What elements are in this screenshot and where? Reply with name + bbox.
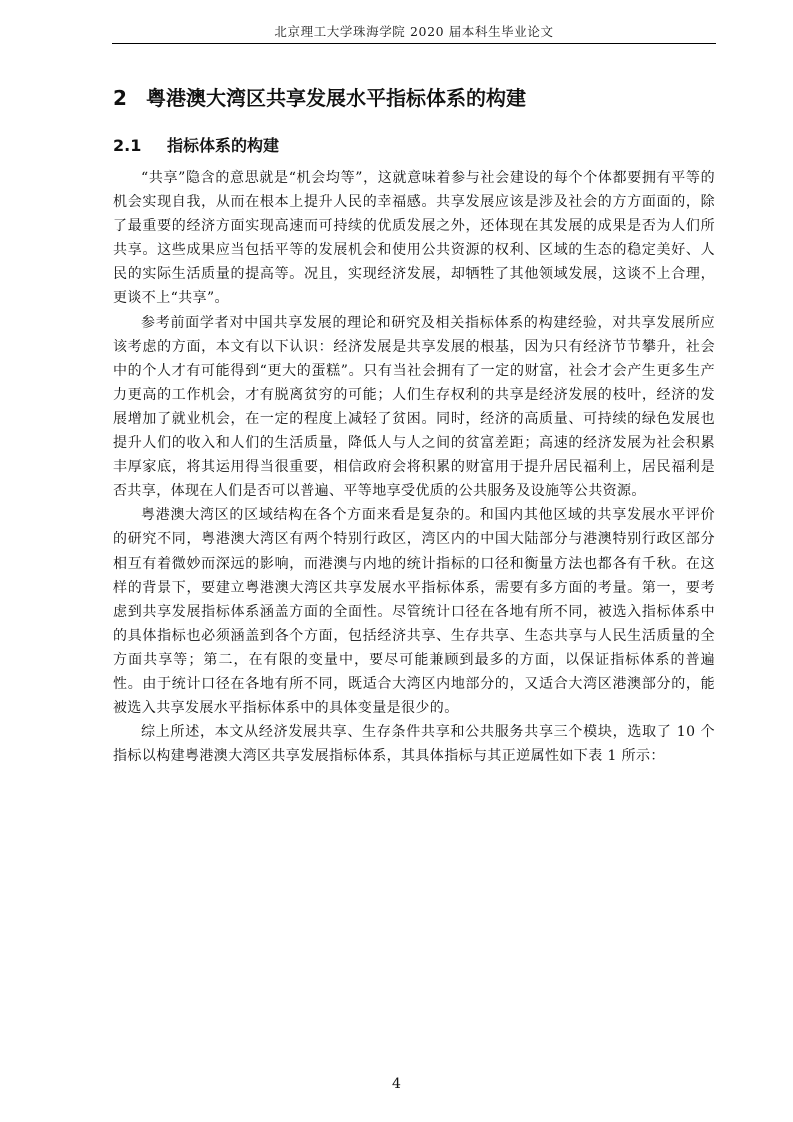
paragraph-1: “共享”隐含的意思就是“机会均等”，这就意味着参与社会建设的每个个体都要拥有平等的机会实现自我，从而在根本上提升人民的幸福感。共享发展应该是涉及社会的方方面面的，除了最重要的经济方面实现高速而可持续的优质发展之外，还体现在其发展的成果是否为人们所共享。这些成果应当包括平等的发展机会和使用公共资源的权利、区域的生态的稳定美好、人民的实际生活质量的提高等。况且，实现经济发展，却牺牲了其他领域发展，这谈不上合理，更谈不上“共享”。 [113, 170, 715, 307]
section-title-text: 指标体系的构建 [167, 136, 280, 155]
section-heading [113, 133, 279, 156]
paragraph-3: 粤港澳大湾区的区域结构在各个方面来看是复杂的。和国内其他区域的共享发展水平评价的研究不同，粤港澳大湾区有两个特别行政区，湾区内的中国大陆部分与港澳特别行政区部分相互有着微妙而深远的影响，而港澳与内地的统计指标的口径和衡量方法也都各有千秋。在这样的背景下，要建立粤港澳大湾区共享发展水平指标体系，需要有多方面的考量。第一，要考虑到共享发展指标体系涵盖方面的全面性。尽管统计口径在各地有所不同，被选入指标体系中的具体指标也必须涵盖到各个方面，包括经济共享、生存共享、生态共享与人民生活质量的全方面共享等；第二，在有限的变量中，要尽可能兼顾到最多的方面，以保证指标体系的普遍性。由于统计口径在各地有所不同，既适合大湾区内地部分的，又适合大湾区港澳部分的，能被选入共享发展水平指标体系中的具体变量是很少的。 [113, 507, 715, 717]
body-text [113, 166, 715, 768]
chapter-title-text: 粤港澳大湾区共享发展水平指标体系的构建 [146, 86, 526, 110]
chapter-number: 2 [113, 86, 127, 110]
paragraph-4: 综上所述，本文从经济发展共享、生存条件共享和公共服务共享三个模块，选取了 10 个指标以构建粤港澳大湾区共享发展指标体系，其具体指标与其正逆属性如下表 1 所示： [113, 724, 715, 765]
paragraph-2: 参考前面学者对中国共享发展的理论和研究及相关指标体系的构建经验，对共享发展所应该考虑的方面，本文有以下认识：经济发展是共享发展的根基，因为只有经济节节攀升，社会中的个人才有可能得到“更大的蛋糕”。只有当社会拥有了一定的财富，社会才会产生更多生产力更高的工作机会，才有脱离贫穷的可能；人们生存权利的共享是经济发展的枝叶，经济的发展增加了就业机会，在一定的程度上减轻了贫困。同时，经济的高质量、可持续的绿色发展也提升人们的收入和人们的生活质量，降低人与人之间的贫富差距；高速的经济发展为社会积累丰厚家底，将其运用得当很重要，相信政府会将积累的财富用于提升居民福利上，居民福利是否共享，体现在人们是否可以普遍、平等地享受优质的公共服务及设施等公共资源。 [113, 314, 715, 500]
chapter-heading [113, 82, 526, 111]
page-number: 4 [392, 1076, 401, 1092]
header-rule [112, 43, 716, 44]
section-number: 2.1 [113, 136, 142, 155]
running-header: 北京理工大学珠海学院 2020 届本科生毕业论文 [274, 24, 554, 39]
